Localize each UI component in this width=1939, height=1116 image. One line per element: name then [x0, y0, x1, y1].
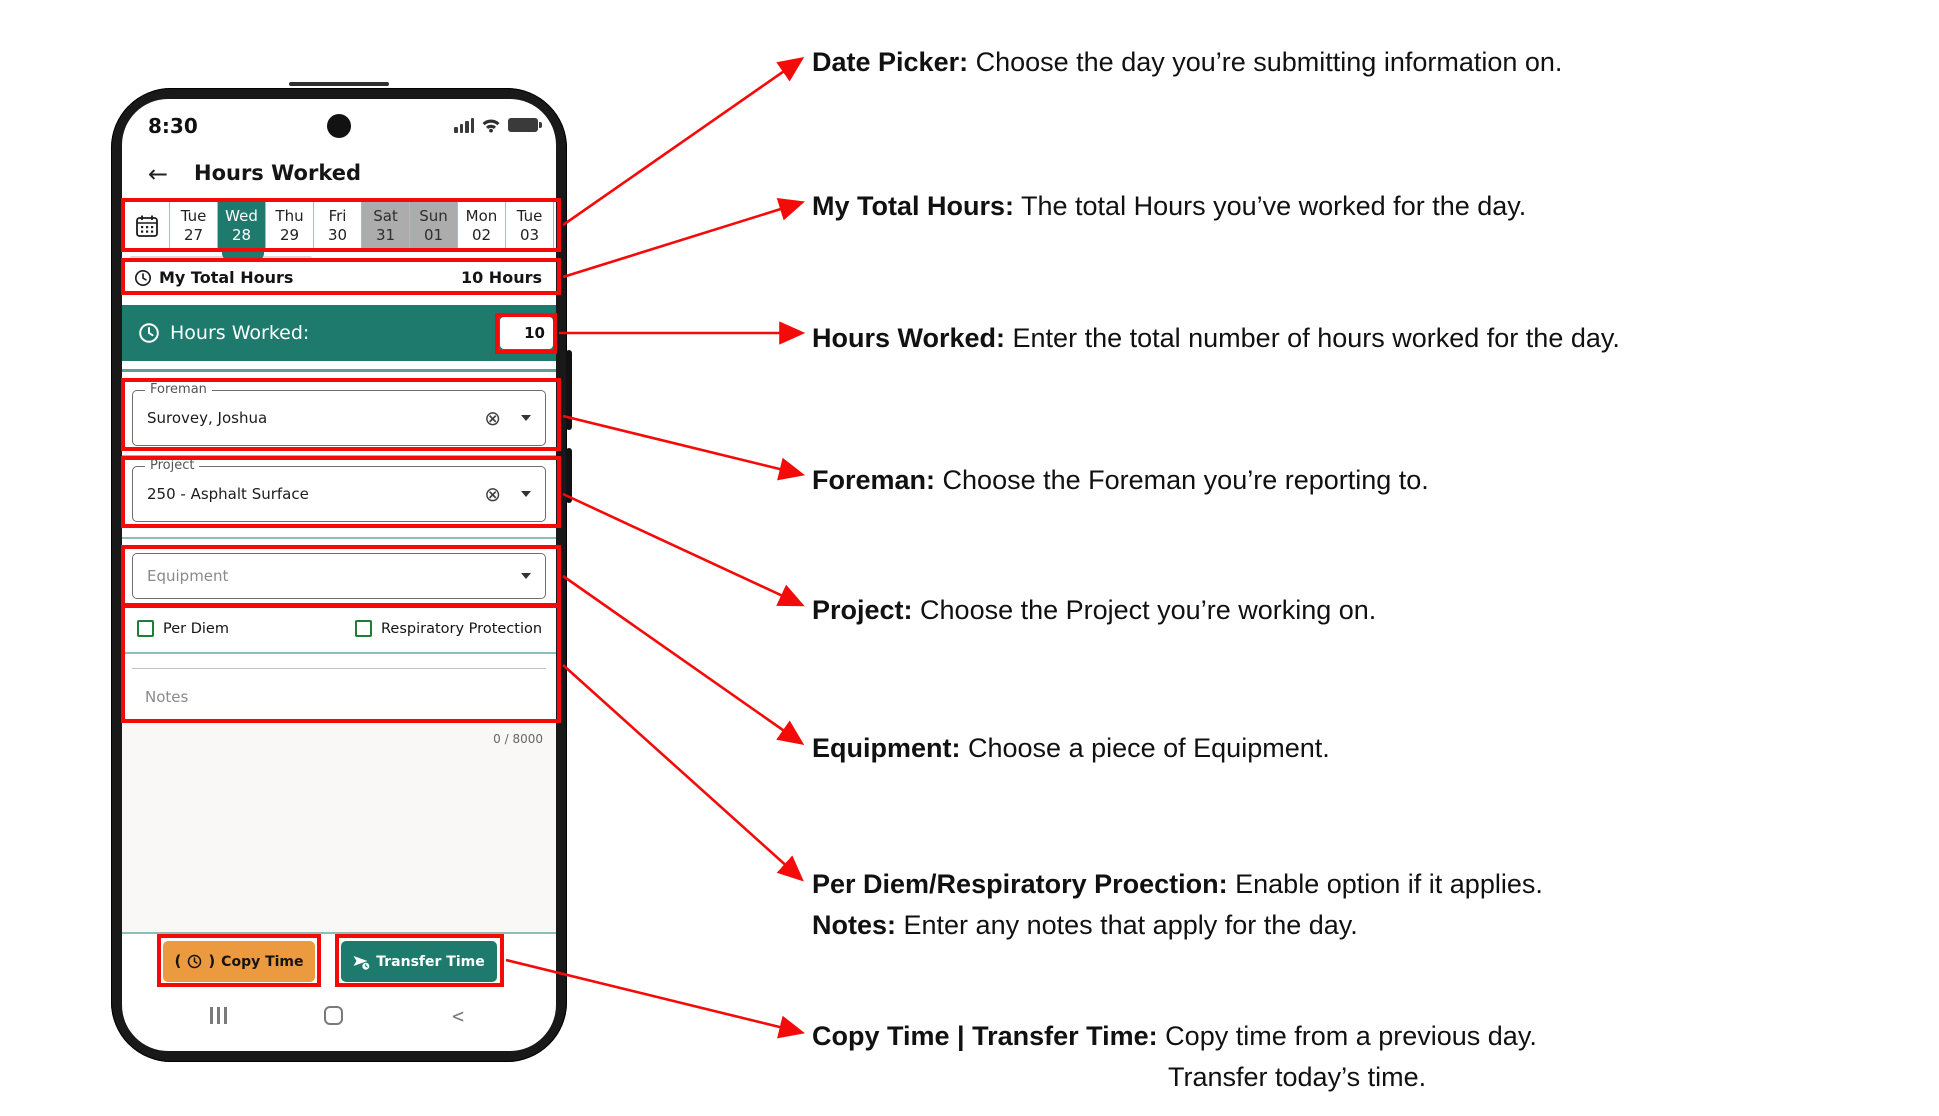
my-total-hours-value: 10 Hours	[460, 268, 542, 287]
back-arrow-icon[interactable]: ←	[148, 160, 169, 188]
day-cell[interactable]: Fri 30	[314, 202, 362, 250]
notes-placeholder: Notes	[145, 688, 189, 706]
clock-icon	[138, 322, 160, 344]
home-icon[interactable]	[324, 1006, 343, 1025]
respiratory-protection-label: Respiratory Protection	[381, 621, 543, 637]
nav-back-icon[interactable]: <	[452, 1004, 465, 1028]
annotation-perdiem-notes: Per Diem/Respiratory Proection: Enable option if it applies. Notes: Enter any notes that apply for the day.	[812, 869, 1543, 940]
copy-time-icon: (	[174, 951, 182, 970]
annotation-highlight-hours-input	[495, 313, 557, 354]
day-cell[interactable]: Mon 02	[458, 202, 506, 250]
day-cell-weekend[interactable]: Sun 01	[410, 202, 458, 250]
annotation-highlight-date-picker	[121, 198, 561, 252]
app-header	[122, 157, 556, 193]
annotation-highlight-equipment	[121, 545, 561, 607]
my-total-hours-label: My Total Hours	[159, 268, 294, 287]
status-time: 8:30	[148, 114, 198, 138]
foreman-label: Foreman	[145, 382, 212, 397]
annotation-project: Project: Choose the Project you’re working on.	[812, 595, 1377, 625]
status-bar	[122, 109, 556, 145]
content-background	[122, 721, 556, 932]
copy-time-label: Copy Time	[221, 953, 304, 970]
day-cell-selected[interactable]: Wed 28	[218, 202, 266, 250]
recents-icon[interactable]	[210, 1007, 227, 1024]
foreman-value: Surovey, Joshua	[147, 409, 268, 427]
power-button	[566, 448, 572, 503]
wifi-icon	[481, 117, 501, 133]
annotation-date-picker: Date Picker: Choose the day you’re submitting information on.	[812, 47, 1563, 77]
annotation-foreman: Foreman: Choose the Foreman you’re reporting to.	[812, 465, 1429, 495]
per-diem-label: Per Diem	[163, 621, 229, 637]
battery-icon	[508, 118, 538, 132]
transfer-time-label: Transfer Time	[376, 953, 485, 970]
clear-icon[interactable]: ⊗	[484, 482, 501, 506]
annotation-equipment: Equipment: Choose a piece of Equipment.	[812, 733, 1330, 763]
day-cell-weekend[interactable]: Sat 31	[362, 202, 410, 250]
equipment-placeholder: Equipment	[147, 567, 229, 585]
annotation-copy-transfer: Copy Time | Transfer Time: Copy time from a previous day. Transfer today’s time.	[812, 1021, 1537, 1092]
hours-worked-banner	[122, 305, 556, 361]
annotation-highlight-transfer-time	[335, 934, 504, 987]
page-title: Hours Worked	[194, 161, 361, 185]
annotation-highlight-perdiem-notes	[121, 604, 561, 723]
annotation-hours-worked: Hours Worked: Enter the total number of hours worked for the day.	[812, 323, 1620, 353]
signal-icon	[454, 117, 474, 133]
day-cell[interactable]: Tue 27	[170, 202, 218, 250]
project-value: 250 - Asphalt Surface	[147, 485, 309, 503]
android-nav-bar	[122, 999, 556, 1033]
annotation-highlight-project	[121, 456, 561, 528]
hours-worked-label: Hours Worked:	[170, 322, 310, 344]
status-icons	[454, 117, 538, 133]
section-divider	[122, 537, 556, 539]
character-counter: 0 / 8000	[493, 732, 543, 746]
volume-button	[566, 350, 572, 430]
camera-punch-hole	[327, 114, 351, 138]
annotation-highlight-total-hours	[121, 258, 561, 295]
clear-icon[interactable]: ⊗	[484, 406, 501, 430]
earpiece-speaker	[289, 82, 389, 86]
annotation-total-hours: My Total Hours: The total Hours you’ve worked for the day.	[812, 191, 1527, 221]
annotation-highlight-copy-time	[157, 934, 321, 987]
day-cell[interactable]: Tue 03	[506, 202, 554, 250]
banner-divider	[122, 369, 556, 372]
annotation-highlight-foreman	[121, 378, 561, 451]
project-label: Project	[145, 458, 199, 473]
copy-time-icon: )	[208, 951, 216, 970]
day-cell[interactable]: Thu 29	[266, 202, 314, 250]
